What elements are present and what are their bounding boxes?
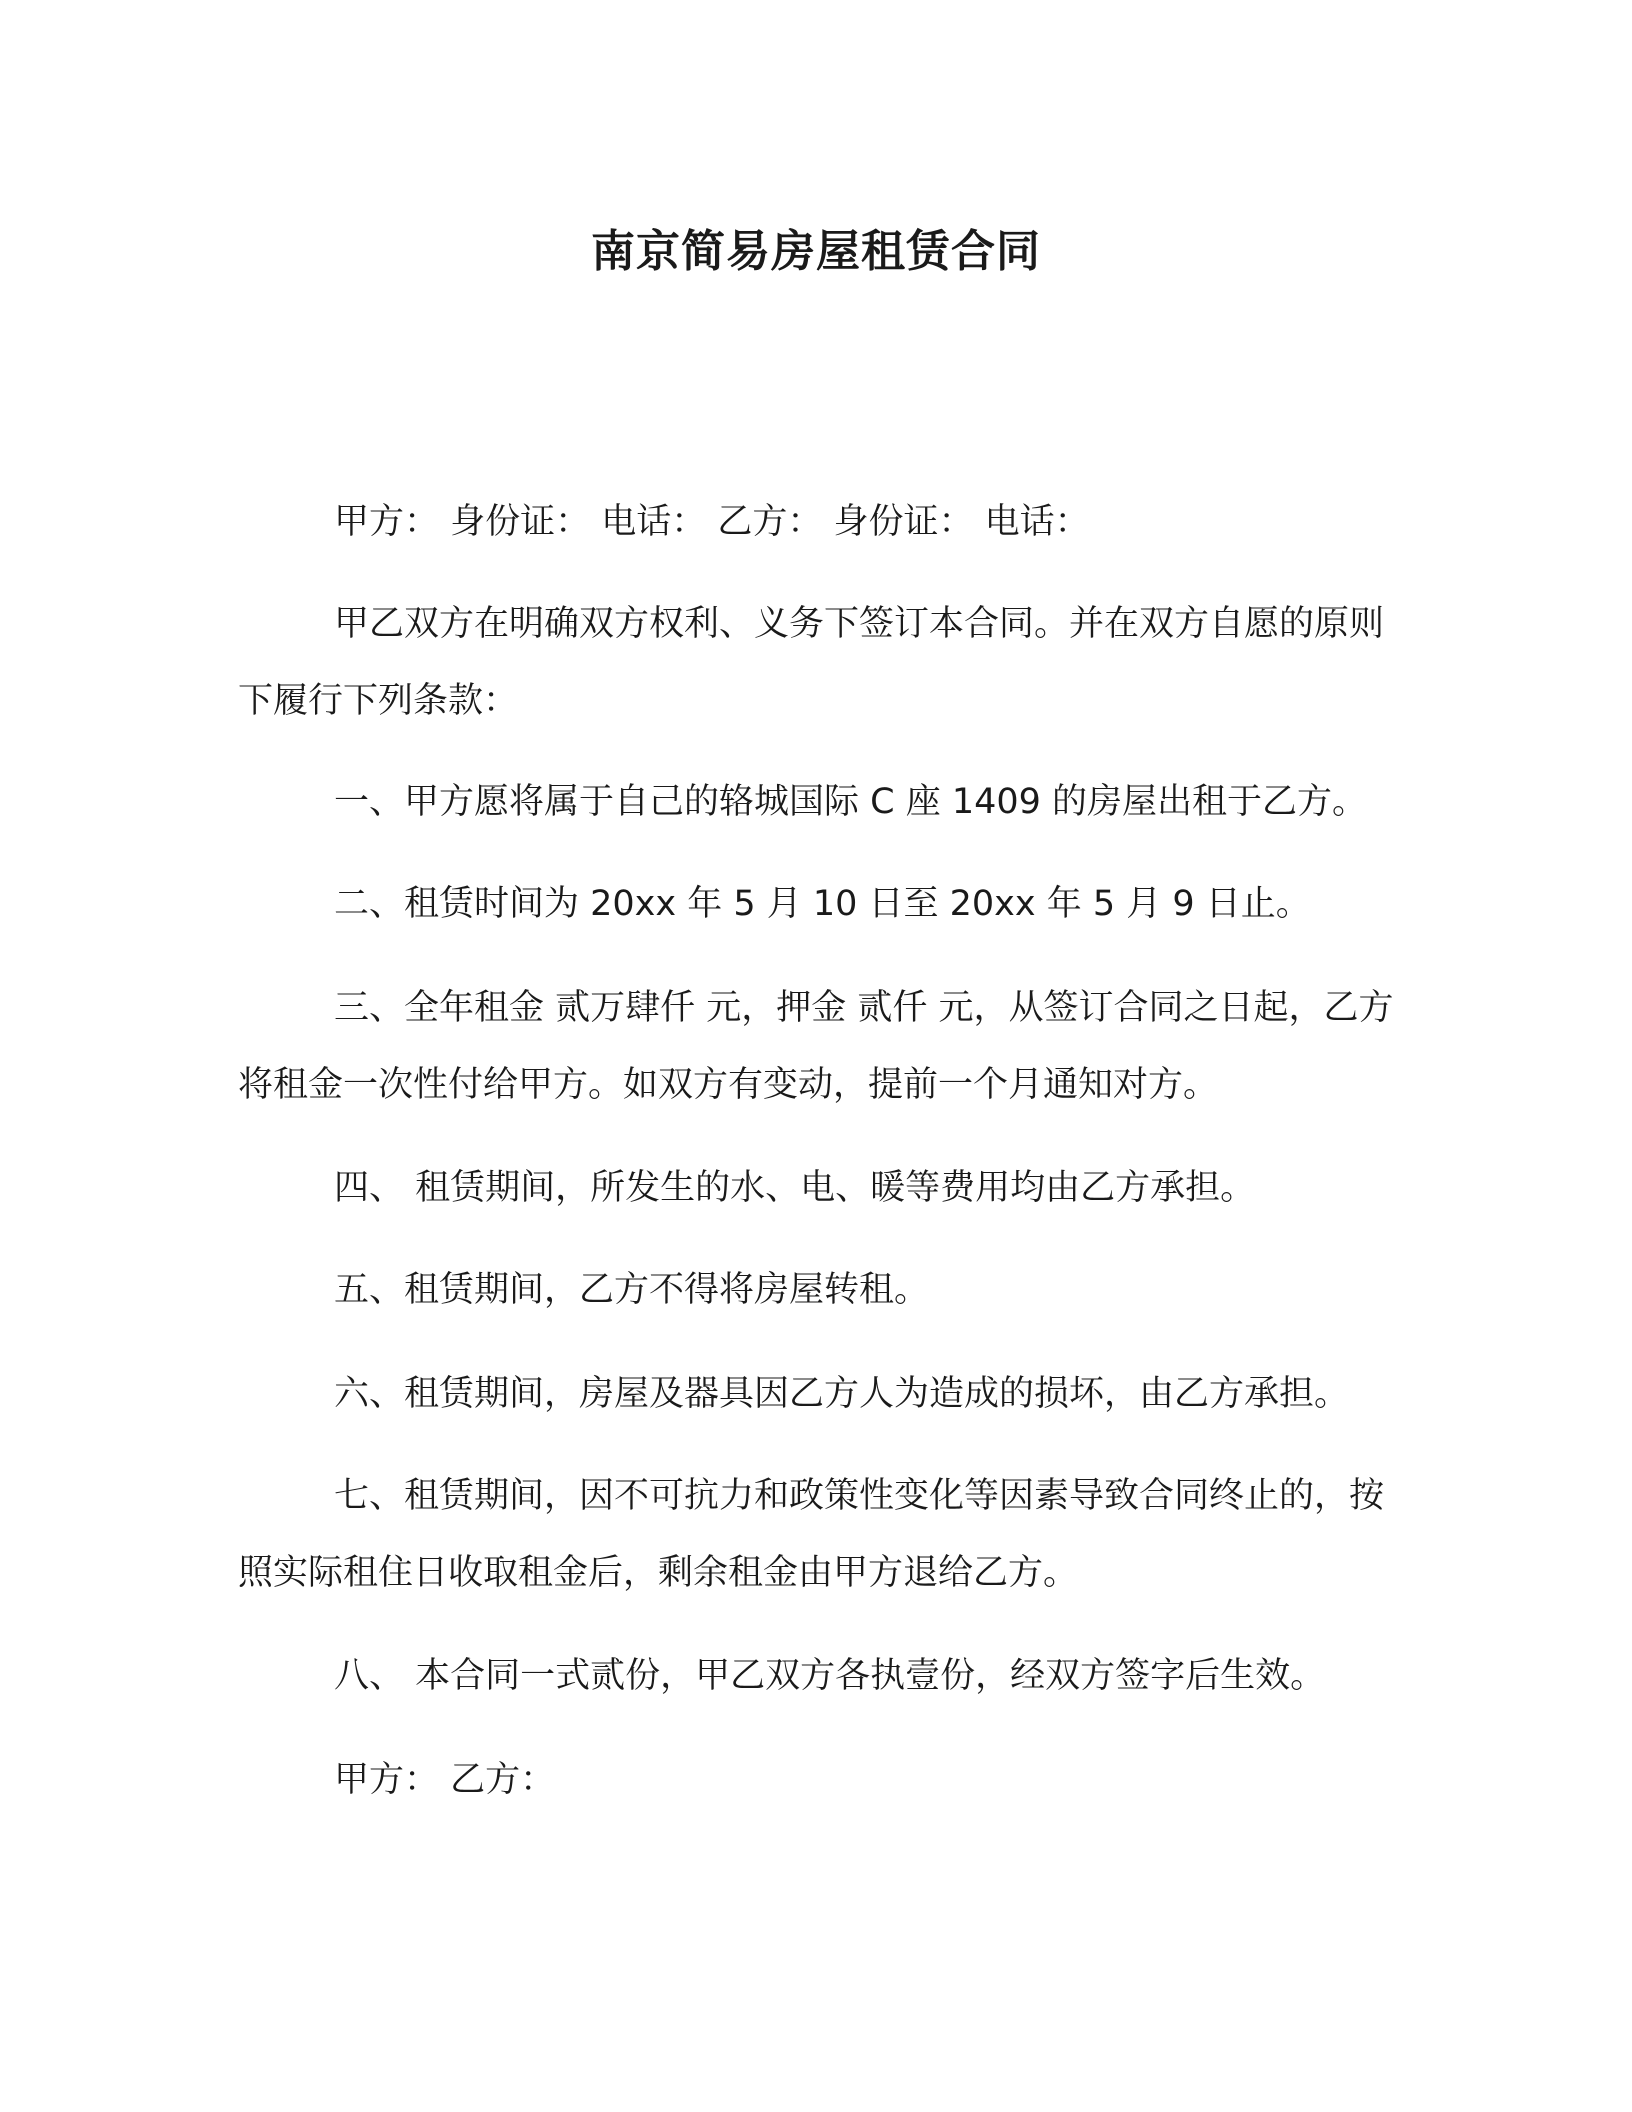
clause-2: 二、租赁时间为 20xx 年 5 月 10 日至 20xx 年 5 月 9 日止。 xyxy=(334,884,1311,924)
clause-6: 六、租赁期间，房屋及器具因乙方人为造成的损坏，由乙方承担。 xyxy=(334,1374,1350,1414)
clause-8: 八、 本合同一式贰份，甲乙双方各执壹份，经双方签字后生效。 xyxy=(334,1656,1326,1696)
clause-5: 五、租赁期间，乙方不得将房屋转租。 xyxy=(334,1270,930,1310)
clause-4: 四、 租赁期间，所发生的水、电、暖等费用均由乙方承担。 xyxy=(334,1168,1256,1208)
clause-7: 七、租赁期间，因不可抗力和政策性变化等因素导致合同终止的，按照实际租住日收取租金后，剩余租金由甲方退给乙方。 xyxy=(238,1476,1385,1593)
parties-line: 甲方： 身份证： 电话： 乙方： 身份证： 电话： xyxy=(334,502,1090,542)
signature-line: 甲方： 乙方： xyxy=(334,1760,556,1800)
clause-3: 三、全年租金 贰万肆仟 元，押金 贰仟 元，从签订合同之日起，乙方将租金一次性付给甲方。如双方有变动，提前一个月通知对方。 xyxy=(238,988,1394,1105)
document-title: 南京简易房屋租赁合同 xyxy=(591,226,1041,277)
clause-1: 一、甲方愿将属于自己的辂城国际 C 座 1409 的房屋出租于乙方。 xyxy=(334,782,1368,822)
intro-paragraph: 甲乙双方在明确双方权利、义务下签订本合同。并在双方自愿的原则下履行下列条款： xyxy=(238,604,1385,721)
